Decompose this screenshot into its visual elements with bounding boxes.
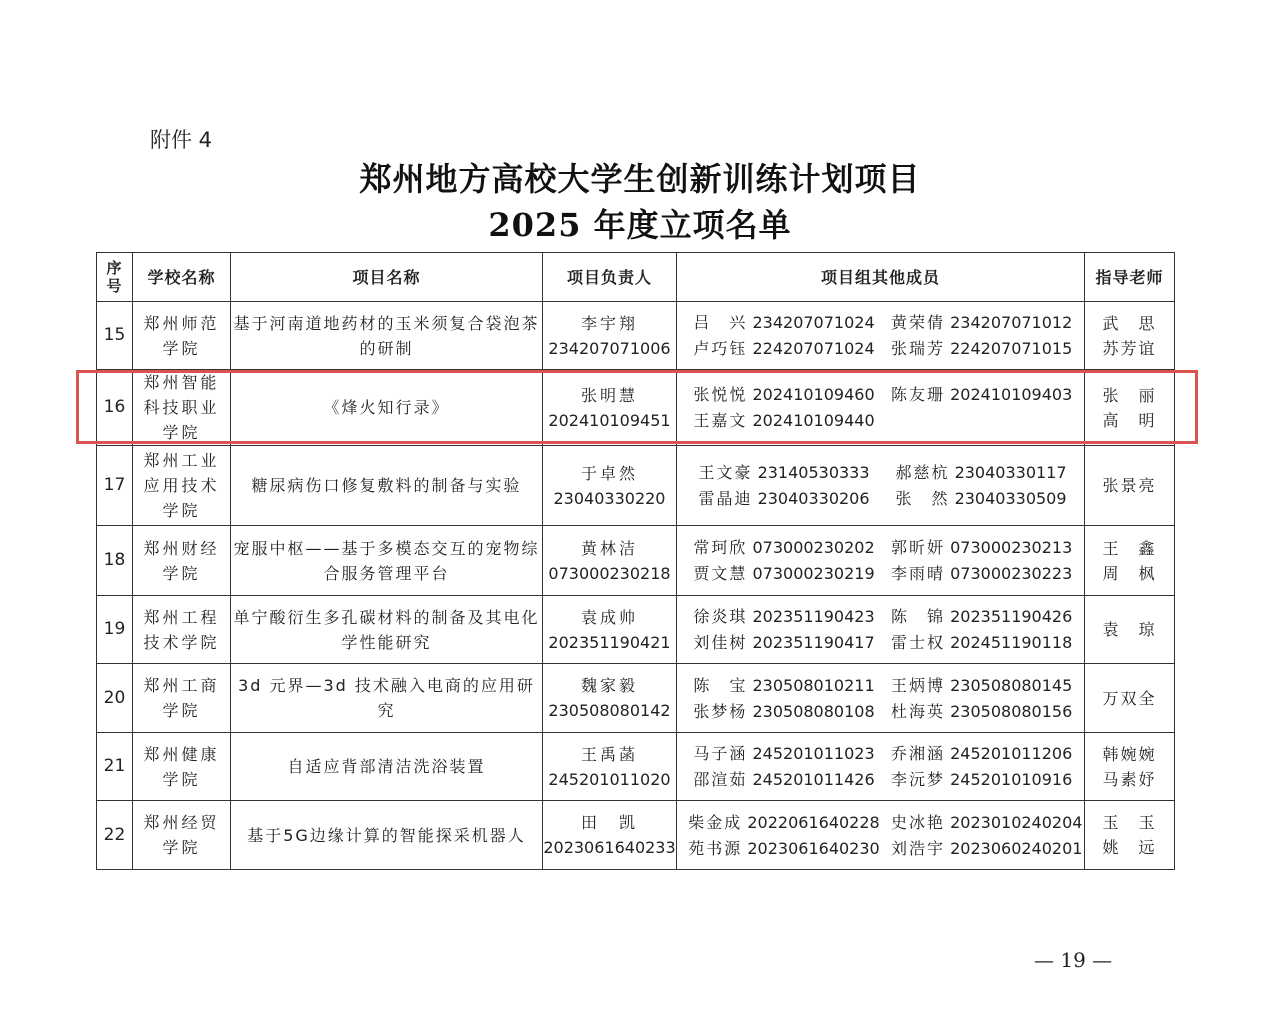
header-project: 项目名称	[231, 253, 543, 302]
table-body	[97, 302, 1175, 870]
header-school: 学校名称	[133, 253, 231, 302]
cell-members	[677, 526, 1085, 596]
member-entry	[891, 310, 1071, 335]
cell-leader	[543, 596, 677, 664]
leader-name: 于卓然	[580, 463, 638, 483]
cell-school: 郑州师范学院	[133, 302, 231, 370]
member-name: 邵渲茹	[693, 770, 748, 789]
member-id: 2023061640230	[747, 838, 880, 858]
cell-seq: 17	[97, 446, 133, 526]
member-entry	[677, 767, 891, 792]
page-number: — 19 —	[1034, 948, 1113, 972]
member-name: 张瑞芳	[891, 339, 946, 358]
advisor-name: 万双全	[1102, 688, 1157, 708]
leader-name: 魏家毅	[580, 676, 638, 695]
cell-leader	[543, 733, 677, 801]
table-header-row	[97, 253, 1175, 302]
cell-advisor	[1085, 596, 1175, 664]
member-name: 杜海英	[891, 701, 946, 721]
leader-name: 王禹菡	[580, 744, 638, 764]
table-row	[97, 596, 1175, 664]
member-grid	[677, 604, 1084, 655]
member-id: 230508010211	[752, 675, 875, 695]
member-id: 230508080108	[752, 701, 875, 721]
leader-name: 田 凯	[580, 813, 638, 832]
member-name: 柴金成	[688, 812, 743, 832]
cell-members	[677, 302, 1085, 370]
table-row	[97, 446, 1175, 526]
member-id: 202451190118	[950, 633, 1073, 652]
advisor-name: 张 丽	[1102, 385, 1157, 405]
cell-project: 《烽火知行录》	[231, 370, 543, 446]
advisor-name: 苏芳谊	[1102, 338, 1157, 358]
cell-school: 郑州健康学院	[133, 733, 231, 801]
cell-advisor	[1085, 664, 1175, 733]
attachment-label: 附件 4	[150, 128, 213, 152]
member-entry	[891, 460, 1071, 485]
cell-seq: 16	[97, 370, 133, 446]
member-entry	[891, 630, 1071, 655]
cell-members	[677, 446, 1085, 526]
cell-leader	[543, 370, 677, 446]
member-id: 073000230213	[950, 538, 1073, 557]
cell-advisor	[1085, 302, 1175, 370]
member-entry	[677, 310, 891, 335]
member-grid	[677, 382, 1084, 433]
member-entry	[891, 836, 1083, 861]
member-id: 202351190423	[752, 607, 875, 626]
cell-project: 基于5G边缘计算的智能探采机器人	[231, 801, 543, 870]
cell-members	[677, 801, 1085, 870]
member-name: 徐炎琪	[693, 607, 748, 626]
cell-seq: 15	[97, 302, 133, 370]
member-id: 230508080145	[950, 675, 1073, 695]
member-id: 23040330509	[954, 489, 1067, 508]
member-name: 雷士权	[891, 633, 946, 652]
leader-id: 2023061640233	[543, 838, 676, 857]
member-entry	[677, 408, 891, 433]
member-name: 马子涵	[693, 744, 748, 763]
member-id: 202351190417	[752, 633, 875, 652]
member-name: 王炳博	[891, 675, 946, 695]
member-id: 2022061640228	[747, 812, 880, 832]
member-entry	[677, 699, 891, 724]
header-seq: 序号	[97, 253, 133, 302]
member-entry	[891, 382, 1071, 407]
cell-leader	[543, 526, 677, 596]
cell-advisor	[1085, 370, 1175, 446]
member-id: 245201011023	[752, 744, 875, 763]
member-id: 202410109440	[752, 411, 875, 430]
member-grid	[677, 673, 1084, 724]
member-grid	[677, 460, 1084, 511]
cell-advisor	[1085, 446, 1175, 526]
advisor-name: 武 思	[1102, 313, 1157, 333]
leader-id: 073000230218	[548, 563, 671, 583]
cell-advisor	[1085, 526, 1175, 596]
cell-members	[677, 370, 1085, 446]
member-entry	[891, 673, 1071, 698]
leader-name: 张明慧	[580, 385, 638, 405]
member-entry	[891, 767, 1071, 792]
cell-school: 郑州经贸学院	[133, 801, 231, 870]
cell-project: 单宁酸衍生多孔碳材料的制备及其电化学性能研究	[231, 596, 543, 664]
leader-id: 23040330220	[553, 488, 666, 508]
cell-advisor	[1085, 733, 1175, 801]
cell-leader	[543, 446, 677, 526]
member-name: 卢巧钰	[693, 339, 748, 358]
member-grid	[677, 535, 1084, 586]
cell-leader	[543, 302, 677, 370]
cell-members	[677, 733, 1085, 801]
member-name: 刘佳树	[693, 633, 748, 652]
leader-name: 黄林洁	[580, 538, 638, 558]
member-id: 245201010916	[950, 770, 1073, 789]
member-name: 乔湘涵	[891, 744, 946, 763]
header-members: 项目组其他成员	[677, 253, 1085, 302]
leader-id: 245201011020	[548, 769, 671, 789]
advisor-name: 姚 远	[1102, 838, 1157, 857]
member-name: 李沅梦	[891, 770, 946, 789]
member-grid	[677, 741, 1084, 792]
member-name: 吕 兴	[693, 313, 748, 332]
member-id: 234207071012	[950, 313, 1073, 332]
cell-seq: 20	[97, 664, 133, 733]
member-id: 224207071015	[950, 339, 1073, 358]
cell-seq: 18	[97, 526, 133, 596]
member-name: 陈 锦	[891, 607, 946, 626]
cell-members	[677, 664, 1085, 733]
table-row	[97, 370, 1175, 446]
member-entry	[891, 699, 1071, 724]
member-id: 073000230223	[950, 564, 1073, 583]
document-subtitle: 2025 年度立项名单	[488, 206, 792, 244]
advisor-name: 韩婉婉	[1102, 744, 1157, 764]
member-entry	[677, 460, 891, 485]
member-entry	[677, 630, 891, 655]
member-name: 王文豪	[698, 463, 753, 482]
member-name: 王嘉文	[693, 411, 748, 430]
cell-leader	[543, 664, 677, 733]
member-id: 230508080156	[950, 701, 1073, 721]
advisor-name: 周 枫	[1102, 563, 1157, 583]
member-id: 2023060240201	[950, 838, 1083, 858]
table-row	[97, 733, 1175, 801]
member-entry	[677, 836, 891, 861]
member-id: 224207071024	[752, 339, 875, 358]
table-row	[97, 801, 1175, 870]
leader-id: 202351190421	[548, 632, 671, 652]
member-entry	[891, 561, 1071, 586]
member-id: 202351190426	[950, 607, 1073, 626]
member-id: 234207071024	[752, 313, 875, 332]
member-id: 23040330206	[757, 489, 870, 508]
advisor-name: 王 鑫	[1102, 538, 1157, 558]
cell-seq: 19	[97, 596, 133, 664]
member-name: 郝慈杭	[895, 463, 950, 482]
leader-name: 李宇翔	[580, 313, 638, 333]
member-entry	[677, 810, 891, 835]
leader-name: 袁成帅	[580, 607, 638, 627]
cell-seq: 21	[97, 733, 133, 801]
member-id: 202410109460	[752, 385, 875, 404]
member-entry	[891, 604, 1071, 629]
member-entry	[677, 741, 891, 766]
header-advisor: 指导老师	[1085, 253, 1175, 302]
member-id: 245201011426	[752, 770, 875, 789]
member-id: 23040330117	[954, 463, 1067, 482]
member-entry	[677, 382, 891, 407]
member-entry	[677, 673, 891, 698]
cell-school: 郑州工程技术学院	[133, 596, 231, 664]
advisor-name: 张景亮	[1102, 476, 1157, 495]
member-name: 郭昕妍	[891, 538, 946, 557]
cell-school: 郑州工商学院	[133, 664, 231, 733]
advisor-name: 马素妤	[1102, 769, 1157, 789]
member-name: 陈 宝	[693, 675, 748, 695]
member-name: 黄荣倩	[891, 313, 946, 332]
header-leader: 项目负责人	[543, 253, 677, 302]
member-entry	[677, 486, 891, 511]
member-name: 张悦悦	[693, 385, 748, 404]
member-entry	[677, 336, 891, 361]
member-name: 常珂欣	[693, 538, 748, 557]
table-row	[97, 664, 1175, 733]
member-name: 张 然	[895, 489, 950, 508]
cell-school: 郑州工业应用技术学院	[133, 446, 231, 526]
cell-project: 自适应背部清洁洗浴装置	[231, 733, 543, 801]
member-id: 202410109403	[950, 385, 1073, 404]
advisor-name: 袁 琼	[1102, 620, 1157, 639]
member-entry	[891, 741, 1071, 766]
member-id: 2023010240204	[950, 812, 1083, 832]
member-name: 陈友珊	[891, 385, 946, 404]
member-grid	[677, 310, 1084, 361]
member-id: 073000230219	[752, 564, 875, 583]
cell-leader	[543, 801, 677, 870]
document-title: 郑州地方高校大学生创新训练计划项目	[359, 160, 921, 198]
member-entry	[891, 535, 1071, 560]
member-id: 245201011206	[950, 744, 1073, 763]
member-entry	[891, 336, 1071, 361]
leader-id: 230508080142	[548, 701, 671, 720]
cell-project: 糖尿病伤口修复敷料的制备与实验	[231, 446, 543, 526]
member-name: 雷晶迪	[698, 489, 753, 508]
leader-id: 234207071006	[548, 338, 671, 358]
cell-advisor	[1085, 801, 1175, 870]
member-name: 贾文慧	[693, 564, 748, 583]
member-id: 23140530333	[757, 463, 870, 482]
cell-school: 郑州智能科技职业学院	[133, 370, 231, 446]
member-name: 史冰艳	[891, 812, 946, 832]
member-grid	[677, 810, 1084, 861]
member-name: 苑书源	[688, 838, 743, 858]
advisor-name: 玉 玉	[1102, 813, 1157, 832]
member-name: 张梦杨	[693, 701, 748, 721]
cell-members	[677, 596, 1085, 664]
member-entry	[891, 486, 1071, 511]
cell-project: 3d 元界—3d 技术融入电商的应用研究	[231, 664, 543, 733]
member-entry	[677, 535, 891, 560]
member-entry	[891, 810, 1083, 835]
member-name: 刘浩宇	[891, 838, 946, 858]
table-row	[97, 526, 1175, 596]
member-entry	[677, 561, 891, 586]
member-entry	[677, 604, 891, 629]
member-id: 073000230202	[752, 538, 875, 557]
cell-project: 宠服中枢——基于多模态交互的宠物综合服务管理平台	[231, 526, 543, 596]
advisor-name: 高 明	[1102, 410, 1157, 430]
cell-school: 郑州财经学院	[133, 526, 231, 596]
table-row	[97, 302, 1175, 370]
cell-seq: 22	[97, 801, 133, 870]
leader-id: 202410109451	[548, 410, 671, 430]
member-name: 李雨晴	[891, 564, 946, 583]
cell-project: 基于河南道地药材的玉米须复合袋泡茶的研制	[231, 302, 543, 370]
project-list-table	[96, 252, 1175, 870]
